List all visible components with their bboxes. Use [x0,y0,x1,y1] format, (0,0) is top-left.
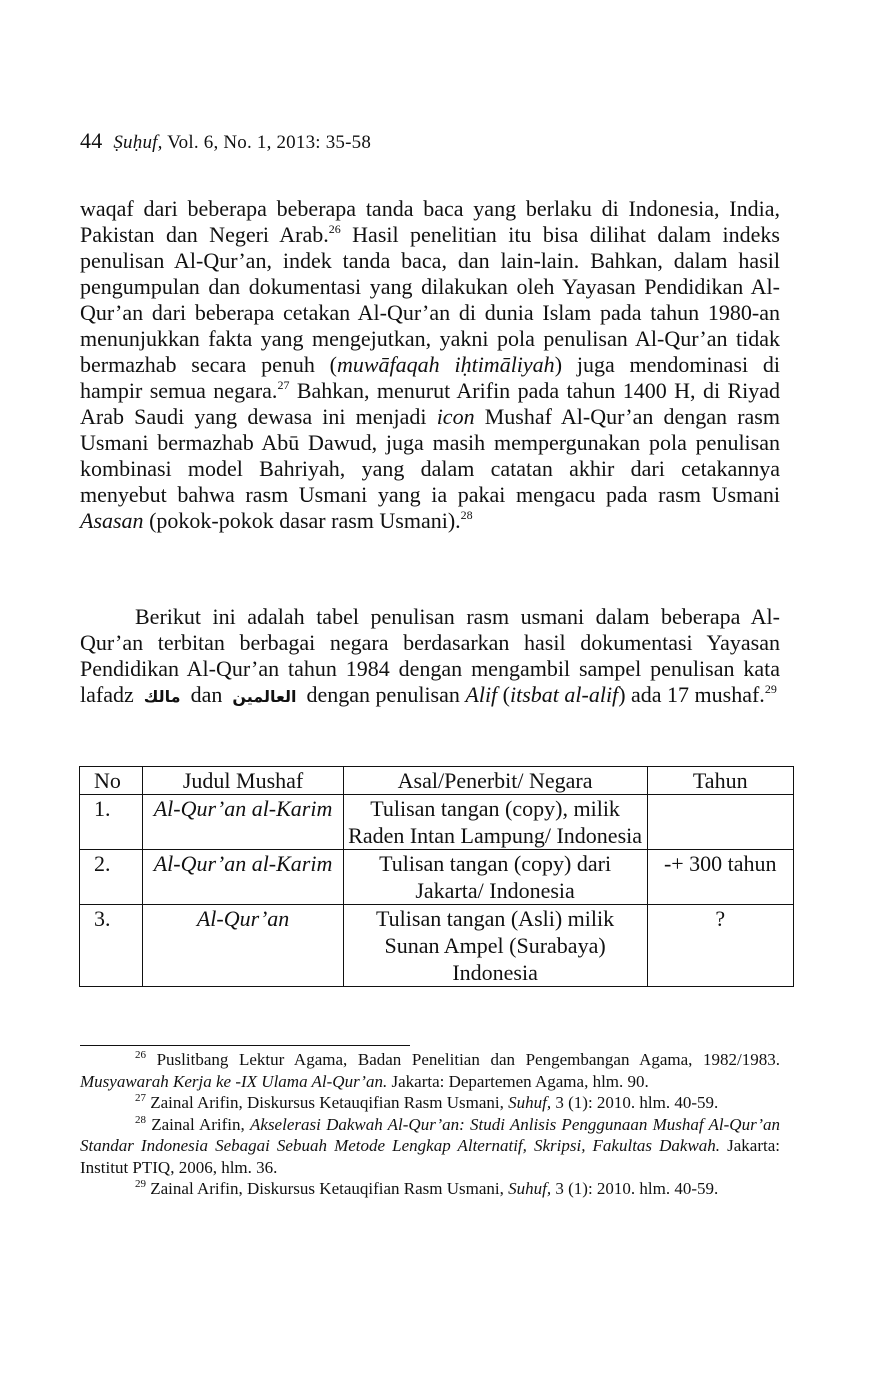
footnote-text: 3 (1): 2010. hlm. 40-59. [551,1179,719,1198]
cell-asal: Tulisan tangan (Asli) milik Sunan Ampel (Surabaya) Indonesia [343,905,647,987]
cell-asal: Tulisan tangan (copy) dari Jakarta/ Indonesia [343,850,647,905]
p1-text-5: Mushaf Al-Qur’an dengan rasm Usmani bermazhab Abū Dawud, juga masih mempergunakan pola penulisan kombinasi model Bahriyah, yang dalam catatan akhir dari cetakannya menyebut bahwa rasm Usmani yang ia pakai mengacu pada rasm Usmani [80,404,780,507]
cell-tahun: ? [647,905,794,987]
header-tahun: Tahun [647,767,794,795]
cell-no: 1. [80,795,143,850]
footnote-text: Zainal Arifin, Diskursus Ketauqifian Rasm Usmani, [146,1093,509,1112]
footnote-text: 3 (1): 2010. hlm. 40-59. [551,1093,719,1112]
footnote-26 [80,1049,780,1092]
table-header-row [80,767,794,795]
p2-text-3: dengan penulisan [306,682,466,707]
footnote-ref-29[interactable]: 29 [764,682,777,696]
footnote-text: Zainal Arifin, Diskursus Ketauqifian Rasm Usmani, [146,1179,509,1198]
cell-asal: Tulisan tangan (copy), milik Raden Intan Lampung/ Indonesia [343,795,647,850]
p2-text-5: ) ada 17 mushaf. [618,682,765,707]
cell-tahun: -+ 300 tahun [647,850,794,905]
footnote-27 [80,1092,780,1114]
p1-italic-asasan: Asasan [80,508,144,533]
cell-no: 2. [80,850,143,905]
p1-text-1: waqaf dari beberapa beberapa tanda baca yang berlaku di Indonesia, India, Pakistan dan Negeri Arab. [80,196,780,247]
body-paragraph-2 [80,604,780,710]
footnote-title: Akselerasi Dakwah Al-Qur’an: Studi Anlisis Penggunaan Mushaf Al-Qur’an Standar Indonesia Sebagai Sebuah Metode Lengkap Alternatif, Skripsi, Fakultas Dakwah. [80,1114,780,1155]
footnote-number: 29 [135,1178,146,1190]
footnote-number: 26 [135,1049,146,1061]
footnote-28 [80,1114,780,1179]
footnote-title: Musyawarah Kerja ke -IX Ulama Al-Qur’an. [80,1071,388,1091]
body-paragraph-1 [80,196,780,534]
cell-judul: Al-Qur’an al-Karim [143,795,343,850]
footnote-ref-27[interactable]: 27 [277,378,290,392]
footnote-title: Suhuf, [508,1093,552,1112]
cell-judul: Al-Qur’an [143,905,343,987]
arabic-word-malik: مالك [143,687,181,706]
footnote-title: Suhuf, [508,1179,552,1198]
p1-text-2: Hasil penelitian itu bisa dilihat dalam indeks penulisan Al-Qur’an, indek tanda baca, dan lain-lain. Bahkan, dalam hasil pengumpulan dan dokumentasi yang dilakukan oleh Yayasan Pendidikan Al-Qur’an dari beberapa cetakan Al-Qur’an di dunia Islam pada tahun 1980-an menunjukkan fakta yang mengejutkan, yakni pola penulisan Al-Qur’an tidak bermazhab secara penuh ( [80,222,780,377]
running-header [80,128,371,154]
table-row [80,850,794,905]
cell-judul: Al-Qur’an al-Karim [143,850,343,905]
footnote-ref-28[interactable]: 28 [460,508,473,522]
table-row [80,905,794,987]
footnote-29 [80,1178,780,1200]
p1-italic-icon: icon [436,404,475,429]
header-no: No [80,767,143,795]
p2-italic-itsbat: itsbat al-alif [510,682,619,707]
p1-text-4: Bahkan, menurut Arifin pada tahun 1400 H, di Riyad Arab Saudi yang dewasa ini menjadi [80,378,781,429]
journal-name: Ṣuḥuf, [113,132,163,153]
mushaf-table [79,766,794,987]
footnotes [80,1049,780,1200]
page-number: 44 [80,128,103,153]
footnote-text: Jakarta: Institut PTIQ, 2006, hlm. 36. [80,1136,780,1177]
cell-no: 3. [80,905,143,987]
footnote-text: Jakarta: Departemen Agama, hlm. 90. [387,1071,649,1091]
arabic-word-alamin: العالمين [232,687,297,706]
footnote-divider [80,1045,410,1046]
footnote-text: Zainal Arifin, [146,1114,251,1134]
p1-italic-term: muwāfaqah iḥtimāliyah [336,352,555,377]
p2-italic-alif: Alif [465,682,498,707]
footnote-number: 28 [135,1113,146,1126]
cell-tahun [647,795,794,850]
volume-info: Vol. 6, No. 1, 2013: 35-58 [167,132,372,153]
p1-text-3: ) juga mendominasi di hampir semua negara. [80,352,780,403]
header-judul: Judul Mushaf [143,767,343,795]
table-row [80,795,794,850]
footnote-text: Puslitbang Lektur Agama, Badan Penelitian dan Pengembangan Agama, 1982/1983. [146,1050,780,1069]
p2-text-4: ( [497,682,510,707]
p2-text-2: dan [190,682,223,707]
p1-text-6: (pokok-pokok dasar rasm Usmani). [143,508,461,533]
p2-text-1: Berikut ini adalah tabel penulisan rasm usmani dalam beberapa Al-Qur’an terbitan berbagai negara berdasarkan hasil dokumentasi Yayasan Pendidikan Al-Qur’an tahun 1984 dengan mengambil sampel penulisan kata lafadz [80,604,780,707]
header-asal: Asal/Penerbit/ Negara [343,767,647,795]
footnote-number: 27 [135,1092,146,1104]
footnote-ref-26[interactable]: 26 [328,222,341,236]
